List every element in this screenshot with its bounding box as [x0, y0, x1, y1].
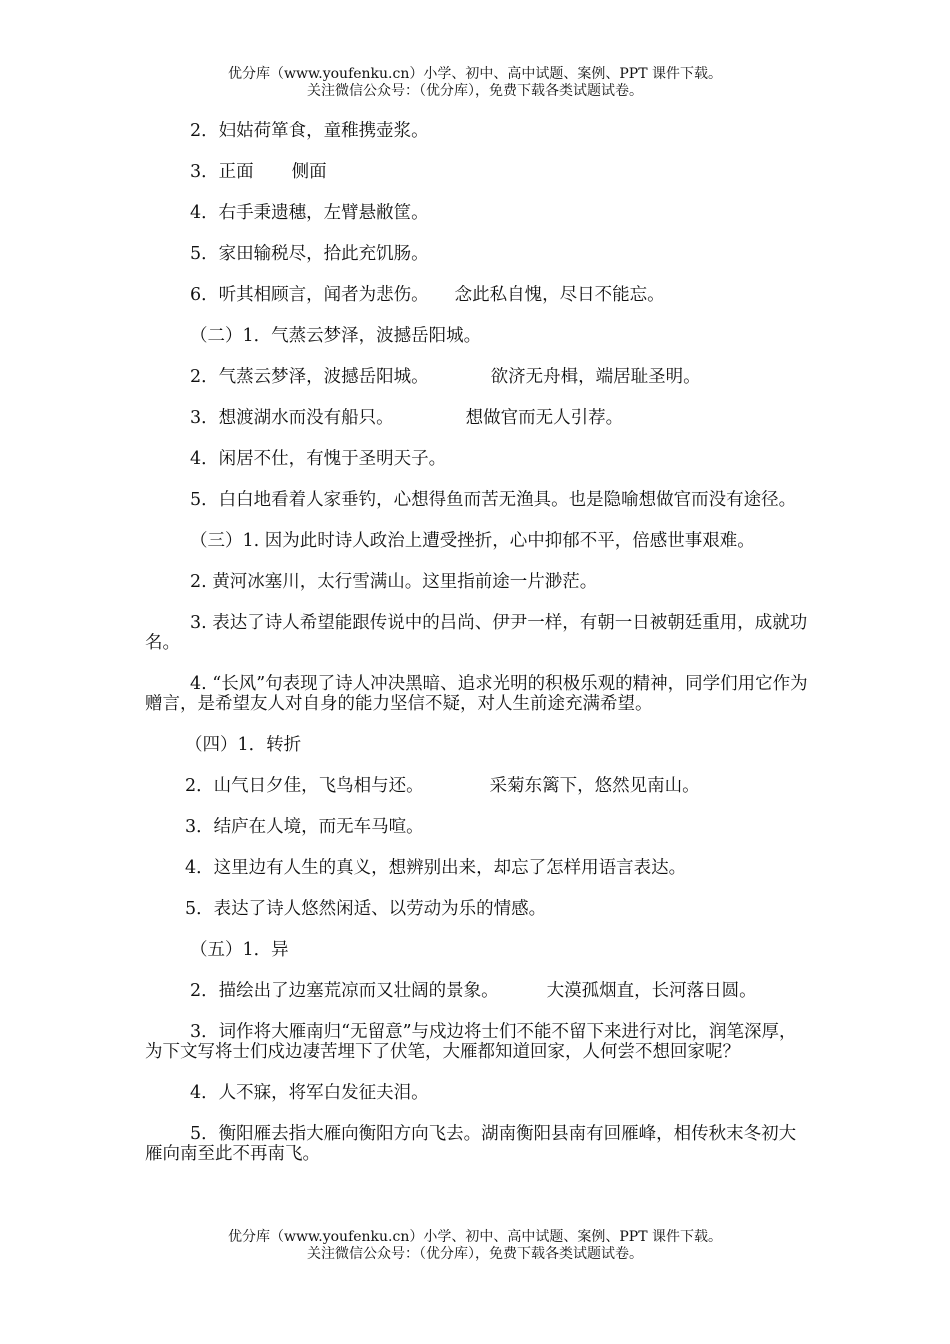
answer-line: 2．气蒸云梦泽，波撼岳阳城。 欲济无舟楫，端居耻圣明。 [190, 367, 701, 387]
answer-line: 3．想渡湖水而没有船只。 想做官而无人引荐。 [190, 408, 624, 428]
answer-paragraph: 4. “长风”句表现了诗人冲决黑暗、追求光明的积极乐观的精神，同学们用它作为赠言，是希望友人对自身的能力坚信不疑，对人生前途充满希望。 [145, 674, 808, 714]
answer-line: 4．这里边有人生的真义，想辨别出来，却忘了怎样用语言表达。 [185, 858, 687, 878]
answer-paragraph: 5．衡阳雁去指大雁向衡阳方向飞去。湖南衡阳县南有回雁峰，相传秋末冬初大雁向南至此不再南飞。 [145, 1124, 797, 1164]
answer-content [145, 121, 810, 1185]
answer-paragraph: 3．词作将大雁南归“无留意”与戍边将士们不能不留下来进行对比，润笔深厚，为下文写将士们戍边凄苦埋下了伏笔，大雁都知道回家，人何尝不想回家呢？ [145, 1022, 797, 1062]
page-footer [0, 1229, 950, 1263]
section-heading: （三）1. 因为此时诗人政治上遭受挫折，心中抑郁不平，倍感世事艰难。 [190, 531, 755, 551]
footer-line-2: 关注微信公众号：（优分库），免费下载各类试题试卷。 [307, 1246, 643, 1262]
page-header [0, 66, 950, 100]
answer-line: 4．闲居不仕，有愧于圣明天子。 [190, 449, 447, 469]
answer-paragraph: 5．白白地看着人家垂钓，心想得鱼而苦无渔具。也是隐喻想做官而没有途径。 [190, 490, 797, 510]
answer-paragraph: 3. 表达了诗人希望能跟传说中的吕尚、伊尹一样，有朝一日被朝廷重用，成就功名。 [145, 613, 808, 653]
answer-line: 2．描绘出了边塞荒凉而又壮阔的景象。 大漠孤烟直，长河落日圆。 [190, 981, 757, 1001]
header-line-1: 优分库（www.youfenku.cn）小学、初中、高中试题、案例、PPT 课件下载。 [227, 66, 722, 82]
section-heading: （五）1．异 [190, 940, 289, 960]
section-heading: （四）1．转折 [185, 735, 302, 755]
answer-line: 5．家田输税尽，拾此充饥肠。 [190, 244, 429, 264]
answer-line: 2．山气日夕佳，飞鸟相与还。 采菊东篱下，悠然见南山。 [185, 776, 700, 796]
answer-line: 5．表达了诗人悠然闲适、以劳动为乐的情感。 [185, 899, 547, 919]
answer-line: 2．妇姑荷箪食，童稚携壶浆。 [190, 121, 429, 141]
footer-line-1: 优分库（www.youfenku.cn）小学、初中、高中试题、案例、PPT 课件下载。 [227, 1229, 722, 1245]
answer-line: 3．正面 侧面 [190, 162, 327, 182]
answer-line: 6．听其相顾言，闻者为悲伤。 念此私自愧，尽日不能忘。 [190, 285, 665, 305]
answer-line: 2. 黄河冰塞川，太行雪满山。这里指前途一片渺茫。 [190, 572, 598, 592]
answer-line: 4．右手秉遗穗，左臂悬敝筐。 [190, 203, 429, 223]
answer-line: 3．结庐在人境，而无车马喧。 [185, 817, 424, 837]
header-line-2: 关注微信公众号：（优分库），免费下载各类试题试卷。 [307, 83, 643, 99]
section-heading: （二）1．气蒸云梦泽，波撼岳阳城。 [190, 326, 482, 346]
answer-line: 4．人不寐，将军白发征夫泪。 [190, 1083, 429, 1103]
